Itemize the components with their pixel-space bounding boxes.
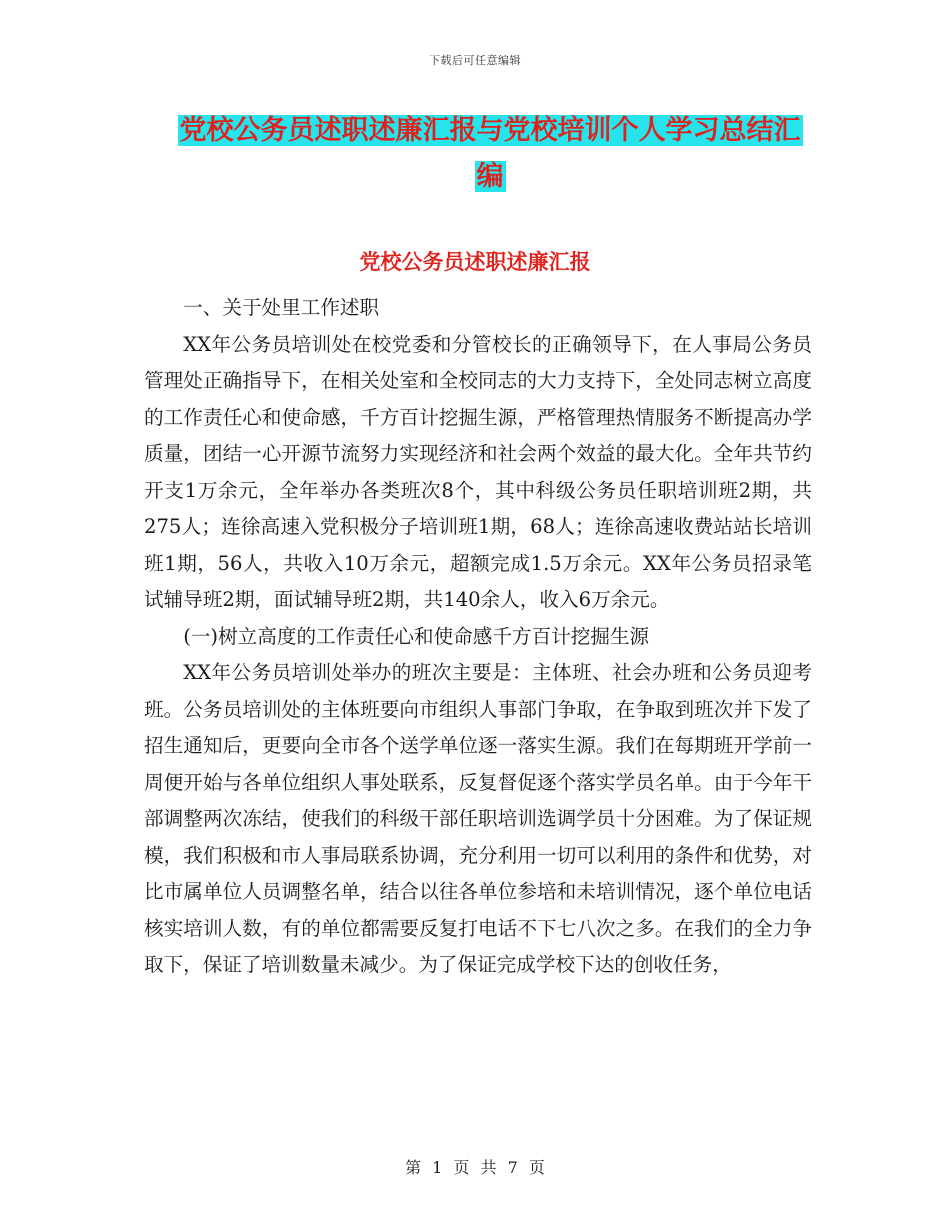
paragraph-summary: XX年公务员培训处在校党委和分管校长的正确领导下，在人事局公务员管理处正确指导下，在相关处室和全校同志的大力支持下，全处同志树立高度的工作责任心和使命感，千方百计挖掘生源，严格管理热情服务不断提高办学质量，团结一心开源节流努力实现经济和社会两个效益的最大化。全年共节约开支1万余元，全年举办各类班次8个，其中科级公务员任职培训班2期，共275人；连徐高速入党积极分子培训班1期，68人；连徐高速收费站站长培训班1期，56人，共收入10万余元，超额完成1.5万余元。XX年公务员招录笔试辅导班2期，面试辅导班2期，共140余人，收入6万余元。 xyxy=(144,332,812,611)
page-footer: 第 1 页 共 7 页 xyxy=(405,1158,545,1177)
page-header-note: 下载后可任意编辑 xyxy=(429,54,521,67)
document-title xyxy=(140,108,840,200)
document-title-line-2: 编 xyxy=(476,161,504,192)
document-title-line-1: 党校公务员述职述廉汇报与党校培训个人学习总结汇 xyxy=(179,115,801,146)
document-body xyxy=(144,290,812,984)
section-title: 党校公务员述职述廉汇报 xyxy=(359,249,591,274)
subheading-recruitment: (一)树立高度的工作责任心和使命感千方百计挖掘生源 xyxy=(183,624,650,648)
heading-work-report: 一、关于处里工作述职 xyxy=(183,296,380,319)
paragraph-recruitment: XX年公务员培训处举办的班次主要是：主体班、社会办班和公务员迎考班。公务员培训处的主体班要向市组织人事部门争取，在争取到班次并下发了招生通知后，更要向全市各个送学单位逐一落实生源。我们在每期班开学前一周便开始与各单位组织人事处联系，反复督促逐个落实学员名单。由于今年干部调整两次冻结，使我们的科级干部任职培训选调学员十分困难。为了保证规模，我们积极和市人事局联系协调，充分利用一切可以利用的条件和优势，对比市属单位人员调整名单，结合以往各单位参培和未培训情况，逐个单位电话核实培训人数，有的单位都需要反复打电话不下七八次之多。在我们的全力争取下，保证了培训数量未减少。为了保证完成学校下达的创收任务， xyxy=(144,661,812,976)
